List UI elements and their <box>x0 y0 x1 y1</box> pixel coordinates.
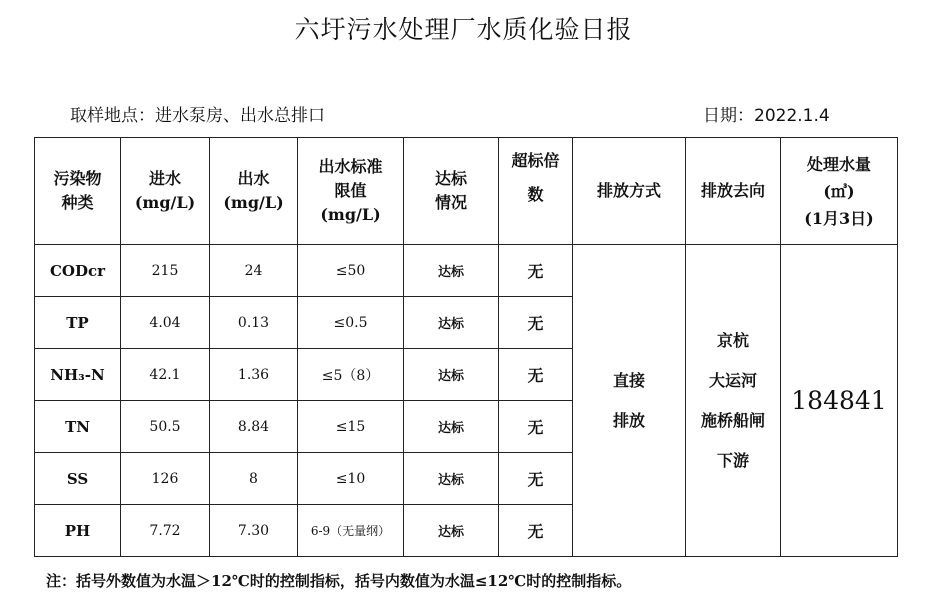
limit-value: ≤50 <box>298 245 404 297</box>
status-value: 达标 <box>404 245 499 297</box>
pollutant-name: PH <box>35 505 121 557</box>
limit-value: ≤10 <box>298 453 404 505</box>
outlet-value: 8 <box>210 453 298 505</box>
header-standard: 出水标准 限值 (mg/L) <box>298 138 404 245</box>
header-row <box>35 138 898 245</box>
pollutant-name: CODcr <box>35 245 121 297</box>
discharge-destination: 京杭 大运河 施桥船闸 下游 <box>686 245 781 557</box>
outlet-value: 0.13 <box>210 297 298 349</box>
exceed-value: 无 <box>499 401 573 453</box>
exceed-value: 无 <box>499 297 573 349</box>
header-discharge-mode: 排放方式 <box>573 138 686 245</box>
pollutant-name: NH₃-N <box>35 349 121 401</box>
footnote: 注：括号外数值为水温＞12℃时的控制指标，括号内数值为水温≤12℃时的控制指标。 <box>46 572 632 590</box>
header-exceed: 超标倍 数 <box>499 138 573 245</box>
limit-value: ≤0.5 <box>298 297 404 349</box>
header-outlet: 出水 (mg/L) <box>210 138 298 245</box>
inlet-value: 4.04 <box>121 297 210 349</box>
inlet-value: 50.5 <box>121 401 210 453</box>
limit-value: ≤5（8） <box>298 349 404 401</box>
header-volume: 处理水量 (㎥) (1月3日) <box>781 138 898 245</box>
status-value: 达标 <box>404 297 499 349</box>
status-value: 达标 <box>404 401 499 453</box>
inlet-value: 7.72 <box>121 505 210 557</box>
pollutant-name: SS <box>35 453 121 505</box>
exceed-value: 无 <box>499 245 573 297</box>
water-quality-table <box>34 137 898 557</box>
inlet-value: 126 <box>121 453 210 505</box>
report-title: 六圩污水处理厂水质化验日报 <box>294 15 633 44</box>
outlet-value: 7.30 <box>210 505 298 557</box>
limit-value: 6-9（无量纲） <box>298 505 404 557</box>
table-row <box>35 245 898 297</box>
exceed-value: 无 <box>499 505 573 557</box>
exceed-value: 无 <box>499 453 573 505</box>
pollutant-name: TN <box>35 401 121 453</box>
pollutant-name: TP <box>35 297 121 349</box>
treated-volume: 184841 <box>781 245 898 557</box>
status-value: 达标 <box>404 453 499 505</box>
header-inlet: 进水 (mg/L) <box>121 138 210 245</box>
status-value: 达标 <box>404 349 499 401</box>
exceed-value: 无 <box>499 349 573 401</box>
limit-value: ≤15 <box>298 401 404 453</box>
header-discharge-dest: 排放去向 <box>686 138 781 245</box>
outlet-value: 8.84 <box>210 401 298 453</box>
discharge-mode: 直接 排放 <box>573 245 686 557</box>
header-pollutant: 污染物 种类 <box>35 138 121 245</box>
sampling-location: 取样地点：进水泵房、出水总排口 <box>70 106 325 126</box>
outlet-value: 1.36 <box>210 349 298 401</box>
header-status: 达标 情况 <box>404 138 499 245</box>
inlet-value: 42.1 <box>121 349 210 401</box>
status-value: 达标 <box>404 505 499 557</box>
outlet-value: 24 <box>210 245 298 297</box>
report-date: 日期：2022.1.4 <box>703 106 830 126</box>
inlet-value: 215 <box>121 245 210 297</box>
